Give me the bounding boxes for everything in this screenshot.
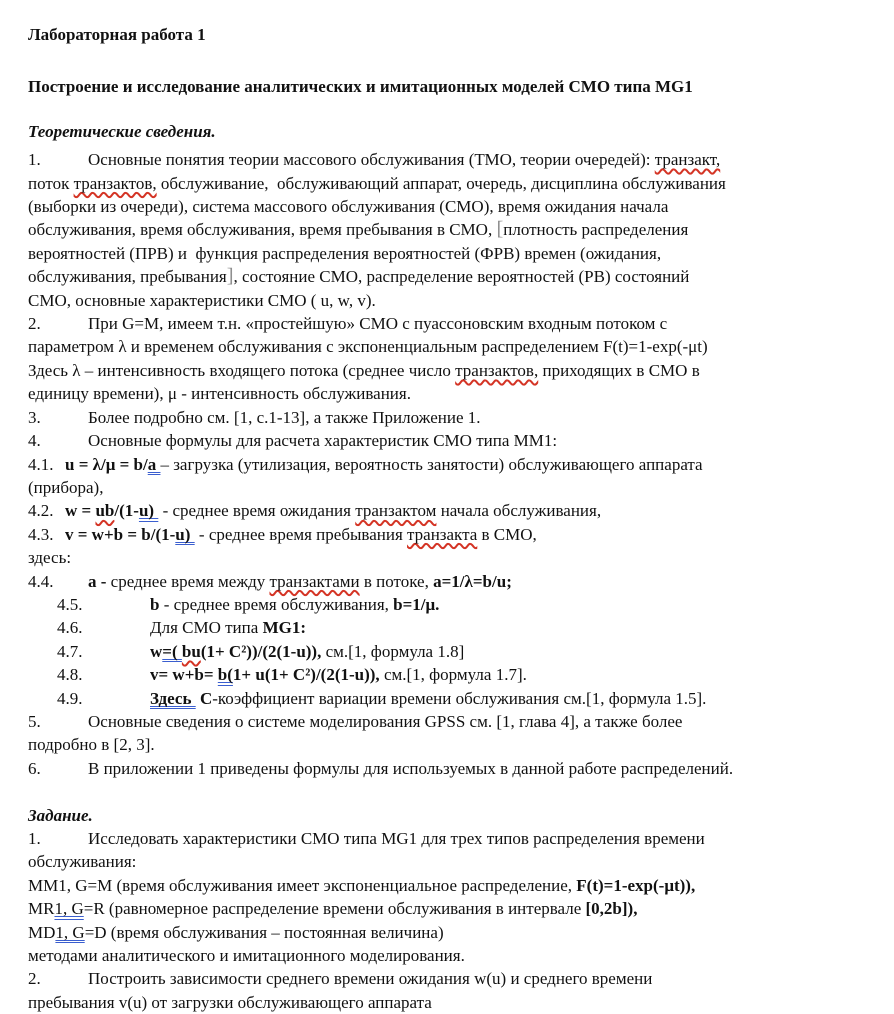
text-segment: здесь: (28, 548, 72, 568)
text-segment: см.[1, формула 1.8] (325, 641, 465, 661)
section-heading-theory (28, 120, 868, 143)
item-1-cont (28, 242, 868, 265)
grammar-underline-word: Здесь (150, 688, 196, 708)
spellcheck-word: транзактов, (455, 360, 539, 380)
list-number: 2. (28, 314, 41, 334)
text-segment: a=1/λ=b/u; (433, 571, 512, 591)
item-4-1 (28, 453, 868, 476)
text-segment: Основные сведения о системе моделирования GPSS см. [1, глава 4], а также более (88, 711, 683, 731)
item-4-note (28, 546, 868, 569)
text-segment: единицу времени), μ - интенсивность обслуживания. (28, 384, 411, 404)
editing-bracket-mark: ] (226, 265, 234, 288)
text-segment: b=1/μ. (393, 594, 440, 614)
text-segment: [0,2b]), (585, 899, 638, 919)
text-segment: среднее время между (110, 571, 270, 591)
text-segment: обслуживания, время обслуживания, время пребывания в СМО, (28, 220, 497, 240)
spellcheck-word: транзакта (407, 524, 478, 544)
item-4-1-cont (28, 476, 868, 499)
text-segment: Для СМО типа (150, 618, 263, 638)
item-3 (28, 406, 868, 429)
grammar-underline-word: 1, G (54, 899, 84, 919)
list-number: 1. (28, 828, 41, 848)
text-segment: MG1: (262, 618, 306, 638)
text-segment: пребывания v(u) от загрузки обслуживающего аппарата (28, 992, 432, 1012)
text-segment: начала обслуживания, (436, 501, 602, 521)
item-4-5 (57, 593, 868, 616)
text-segment: , состояние СМО, распределение вероятностей (РВ) состояний (233, 267, 690, 287)
text-segment: Основные формулы для расчета характеристик СМО типа ММ1: (88, 431, 558, 451)
item-4-9 (57, 687, 868, 710)
spellcheck-word: ub (95, 501, 115, 521)
task-1-cont (28, 944, 868, 967)
item-4-6 (57, 616, 868, 639)
task-1 (28, 827, 868, 850)
list-number: 3. (28, 407, 41, 427)
item-1-cont (28, 172, 868, 195)
list-number: 4.8. (57, 665, 83, 685)
item-5-cont (28, 733, 868, 756)
text-segment: w (150, 641, 163, 661)
item-2 (28, 312, 868, 335)
text-segment: Построить зависимости среднего времени ожидания w(u) и среднего времени (88, 969, 653, 989)
task-1-mm1 (28, 874, 868, 897)
text-segment: параметром λ и временем обслуживания с экспоненциальным распределением F(t)=1-exp(-μt) (28, 337, 708, 357)
text-segment: =R (равномерное распределение времени обслуживания в интервале (83, 899, 586, 919)
grammar-underline-word: b( (217, 665, 233, 685)
list-number: 1. (28, 150, 41, 170)
text-segment: Более подробно см. [1, с.1-13], а также Приложение 1. (88, 407, 481, 427)
text-segment: v = w+b = b/(1- (65, 524, 176, 544)
item-2-cont (28, 359, 868, 382)
text-segment: подробно в [2, 3]. (28, 735, 155, 755)
item-1-cont (28, 218, 868, 241)
spellcheck-word: транзактом (355, 501, 437, 521)
item-1-cont (28, 265, 868, 288)
spellcheck-word: bu (181, 641, 201, 661)
item-4-8 (57, 663, 868, 686)
item-4-2 (28, 499, 868, 522)
text-segment: обслуживание, обслуживающий аппарат, очередь, дисциплина обслуживания (156, 173, 726, 193)
text-segment: F(t)=1-exp(-μt)), (576, 875, 696, 895)
item-4-3 (28, 523, 868, 546)
spellcheck-word: транзактами (269, 571, 360, 591)
list-number: 6. (28, 758, 41, 778)
spellcheck-word: транзакт, (654, 150, 721, 170)
text-segment: /(1- (114, 501, 139, 521)
text-segment: - среднее время обслуживания, (159, 594, 394, 614)
text-segment: =D (время обслуживания – постоянная величина) (84, 922, 444, 942)
text-segment: - среднее время ожидания (158, 501, 356, 521)
item-4 (28, 429, 868, 452)
list-number: 4.3. (28, 524, 54, 544)
text-segment: - среднее время пребывания (194, 524, 408, 544)
text-segment: ММ1, G=M (время обслуживания имеет экспоненциальное распределение, (28, 875, 577, 895)
item-5 (28, 710, 868, 733)
doc-subtitle (28, 75, 868, 98)
item-6 (28, 757, 868, 780)
item-2-cont (28, 382, 868, 405)
task-1-md1 (28, 921, 868, 944)
grammar-underline-word: a (147, 454, 161, 474)
task-1-cont (28, 850, 868, 873)
text-segment: 1+ u(1+ C²)/(2(1-u)), (232, 665, 384, 685)
text-segment: методами аналитического и имитационного моделирования. (28, 946, 465, 966)
list-number: 4.1. (28, 454, 54, 474)
grammar-underline-word: 1, G (55, 922, 85, 942)
list-number: 5. (28, 711, 41, 731)
text-segment: В приложении 1 приведены формулы для используемых в данной работе распределений. (88, 758, 734, 778)
text-segment: MR (28, 899, 55, 919)
task-1-mr1 (28, 897, 868, 920)
section-heading-task (28, 804, 868, 827)
item-4-7 (57, 640, 868, 663)
text-segment: Основные понятия теории массового обслуживания (ТМО, теории очередей): (88, 150, 655, 170)
text-segment: – загрузка (утилизация, вероятность занятости) обслуживающего аппарата (160, 454, 703, 474)
list-number: 4.7. (57, 641, 83, 661)
grammar-underline-word: =( (162, 641, 182, 661)
text-segment: (1+ C²))/(2(1-u)), (200, 641, 326, 661)
text-segment: b (150, 594, 160, 614)
text-segment: w = (65, 501, 96, 521)
text-segment: см.[1, формула 1.7]. (383, 665, 527, 685)
text-segment: C (195, 688, 213, 708)
editing-bracket-mark: [ (496, 218, 504, 241)
text-segment: приходящих в СМО в (538, 360, 700, 380)
text-segment: Здесь λ – интенсивность входящего потока (среднее число (28, 360, 456, 380)
text-segment: в СМО, (477, 524, 537, 544)
text-segment: Теоретические сведения. (28, 121, 216, 141)
text-segment: a - (88, 571, 111, 591)
text-segment: MD (28, 922, 56, 942)
task-2-cont (28, 991, 868, 1014)
item-2-cont (28, 335, 868, 358)
item-1-cont (28, 289, 868, 312)
text-segment: u = λ/μ = b/ (65, 454, 148, 474)
list-number: 4.4. (28, 571, 54, 591)
item-1 (28, 148, 868, 171)
text-segment: поток (28, 173, 74, 193)
spellcheck-word: транзактов, (73, 173, 157, 193)
text-segment: обслуживания, пребывания (28, 267, 227, 287)
task-2 (28, 967, 868, 990)
list-number: 4. (28, 431, 41, 451)
list-number: 4.9. (57, 688, 83, 708)
text-segment: (выборки из очереди), система массового обслуживания (СМО), время ожидания начала (28, 197, 669, 217)
text-segment: обслуживания: (28, 852, 137, 872)
text-segment: Исследовать характеристики СМО типа MG1 для трех типов распределения времени (88, 828, 705, 848)
text-segment: вероятностей (ПРВ) и функция распределения вероятностей (ФРВ) времен (ожидания, (28, 243, 662, 263)
grammar-underline-word: u) (175, 524, 195, 544)
text-segment: Лабораторная работа 1 (28, 25, 206, 44)
text-segment: v= w+b= (150, 665, 218, 685)
text-segment: Задание. (28, 805, 93, 825)
text-segment: -коэффициент вариации времени обслуживания см.[1, формула 1.5]. (212, 688, 707, 708)
doc-title (28, 23, 868, 46)
item-4-4 (28, 570, 868, 593)
list-number: 4.5. (57, 594, 83, 614)
text-segment: При G=M, имеем т.н. «простейшую» СМО с пуассоновским входным потоком с (88, 314, 668, 334)
text-segment: в потоке, (359, 571, 434, 591)
grammar-underline-word: u) (138, 501, 159, 521)
list-number: 4.6. (57, 618, 83, 638)
item-1-cont (28, 195, 868, 218)
list-number: 2. (28, 969, 41, 989)
text-segment: плотность распределения (503, 220, 689, 240)
list-number: 4.2. (28, 501, 54, 521)
text-segment: Построение и исследование аналитических и имитационных моделей СМО типа MG1 (28, 77, 693, 97)
text-segment: СМО, основные характеристики СМО ( u, w, v). (28, 290, 376, 310)
text-segment: (прибора), (28, 477, 104, 497)
